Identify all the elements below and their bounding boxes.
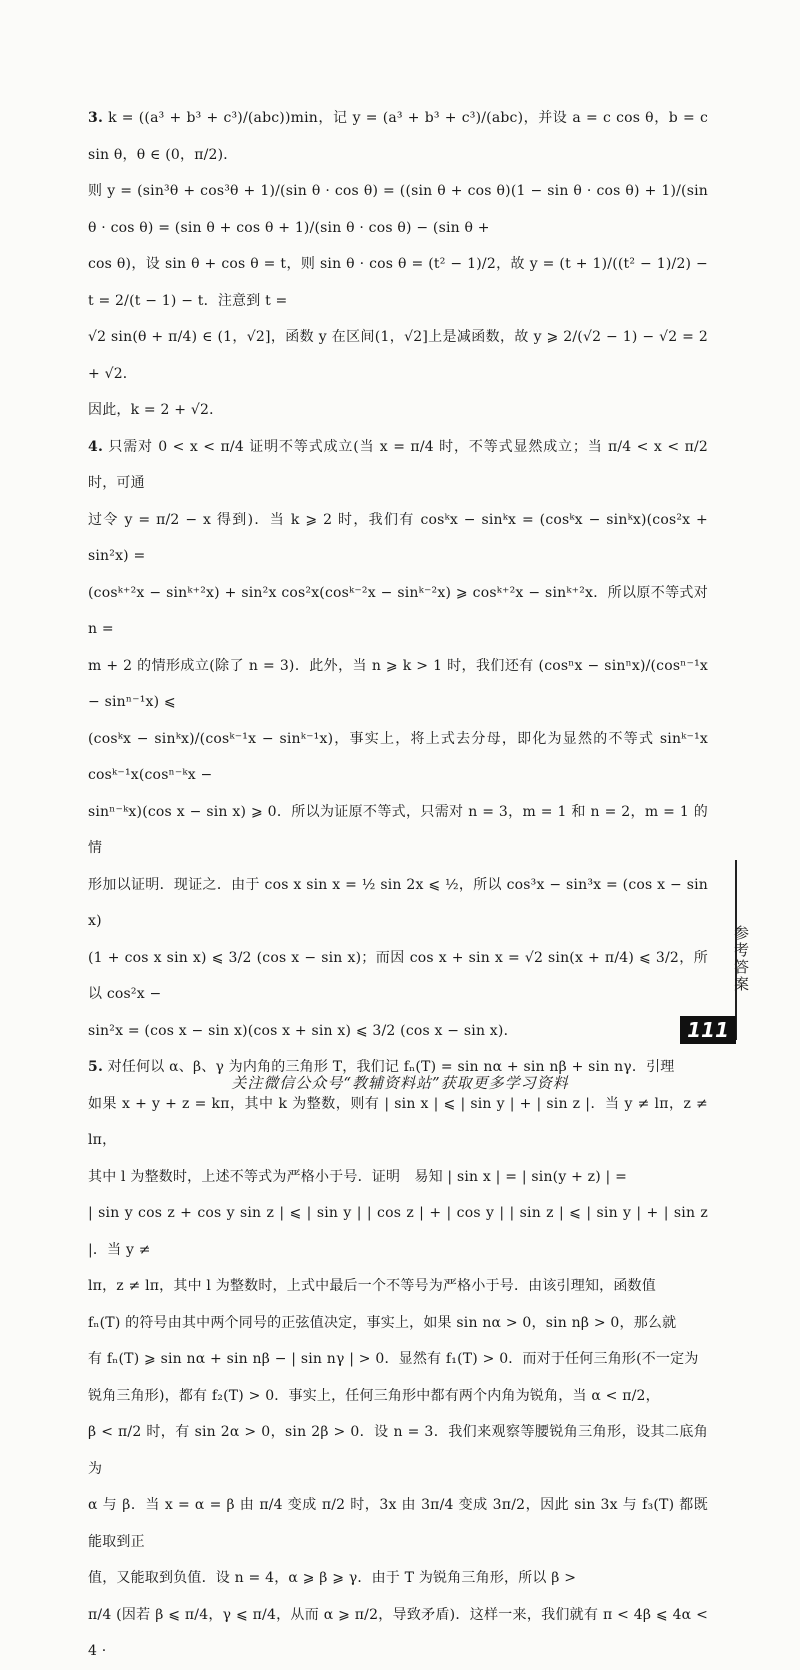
text-line: 形加以证明．现证之．由于 cos x sin x = ½ sin 2x ⩽ ½，所以 cos³x − sin³x = (cos x − sin x) — [88, 876, 708, 929]
text-line: α 与 β．当 x = α = β 由 π/4 变成 π/2 时，3x 由 3π/4 变成 3π/2，因此 sin 3x 与 f₃(T) 都既能取到正 — [88, 1497, 708, 1550]
text-line: π/4 (因若 β ⩽ π/4，γ ⩽ π/4，从而 α ⩾ π/2，导致矛盾)．这样一来，我们就有 π < 4β ⩽ 4α < 4 · — [88, 1606, 708, 1659]
solution-4 — [88, 429, 708, 1050]
text-line: (1 + cos x sin x) ⩽ 3/2 (cos x − sin x)；而因 cos x + sin x = √2 sin(x + π/4) ⩽ 3/2，所以 cos²x − — [88, 949, 708, 1002]
text-line: 锐角三角形)，都有 f₂(T) > 0．事实上，任何三角形中都有两个内角为锐角，当 α < π/2， — [88, 1387, 660, 1404]
text-line: k = ((a³ + b³ + c³)/(abc))min，记 y = (a³ + b³ + c³)/(abc)，并设 a = c cos θ，b = c sin θ，θ ∈ (0，π/2)． — [88, 110, 708, 163]
text-line: 因此，k = 2 + √2． — [88, 402, 224, 418]
page-number: 111 — [680, 1016, 736, 1044]
footer-note: 关注微信公众号“教辅资料站”获取更多学习资料 — [231, 1074, 569, 1092]
text-line: sinⁿ⁻ᵏx)(cos x − sin x) ⩾ 0．所以为证原不等式，只需对 n = 3，m = 1 和 n = 2，m = 1 的情 — [88, 803, 708, 856]
text-line: | sin y cos z + cos y sin z | ⩽ | sin y | | cos z | + | cos y | | sin z | ⩽ | sin y | + | sin z |．当 y ≠ — [88, 1205, 708, 1258]
text-line: 则 y = (sin³θ + cos³θ + 1)/(sin θ · cos θ) = ((sin θ + cos θ)(1 − sin θ · cos θ) + 1)/(sin θ · cos θ) = (sin θ + cos θ + 1)/(sin θ · cos θ) − (sin θ + — [88, 183, 708, 236]
text-line: 其中 l 为整数时，上述不等式为严格小于号．证明 易知 | sin x | = | sin(y + z) | = — [88, 1168, 628, 1185]
text-line: β < π/2 时，有 sin 2α > 0，sin 2β > 0．设 n = 3．我们来观察等腰锐角三角形，设其二底角为 — [88, 1424, 708, 1477]
text-line: cos θ)，设 sin θ + cos θ = t，则 sin θ · cos θ = (t² − 1)/2，故 y = (t + 1)/((t² − 1)/2) − t = 2/(t − 1) − t．注意到 t = — [88, 256, 708, 309]
text-line: fₙ(T) 的符号由其中两个同号的正弦值决定，事实上，如果 sin nα > 0，sin nβ > 0，那么就 — [88, 1314, 677, 1331]
text-line: lπ，z ≠ lπ，其中 l 为整数时，上式中最后一个不等号为严格小于号．由该引理知，函数值 — [88, 1278, 656, 1294]
text-line: 对任何以 α、β、γ 为内角的三角形 T，我们记 fₙ(T) = sin nα + sin nβ + sin nγ．引理 — [107, 1059, 675, 1075]
solution-5 — [88, 1049, 708, 1670]
text-line: m + 2 的情形成立(除了 n = 3)．此外，当 n ⩾ k > 1 时，我们还有 (cosⁿx − sinⁿx)/(cosⁿ⁻¹x − sinⁿ⁻¹x) ⩽ — [88, 657, 708, 710]
text-line: (cosᵏx − sinᵏx)/(cosᵏ⁻¹x − sinᵏ⁻¹x)，事实上，将上式去分母，即化为显然的不等式 sinᵏ⁻¹x cosᵏ⁻¹x(cosⁿ⁻ᵏx − — [88, 730, 708, 783]
text-line: 值，又能取到负值．设 n = 4，α ⩾ β ⩾ γ．由于 T 为锐角三角形，所以 β > — [88, 1570, 577, 1586]
text-line: √2 sin(θ + π/4) ∈ (1，√2]，函数 y 在区间(1，√2]上是减函数，故 y ⩾ 2/(√2 − 1) − √2 = 2 + √2． — [88, 329, 708, 382]
text-line: sin²x = (cos x − sin x)(cos x + sin x) ⩽ 3/2 (cos x − sin x)． — [88, 1022, 518, 1039]
item-number: 3. — [88, 110, 104, 126]
text-line: 如果 x + y + z = kπ，其中 k 为整数，则有 | sin x | ⩽ | sin y | + | sin z |．当 y ≠ lπ，z ≠ lπ， — [88, 1095, 708, 1148]
text-line: (cosᵏ⁺²x − sinᵏ⁺²x) + sin²x cos²x(cosᵏ⁻²x − sinᵏ⁻²x) ⩾ cosᵏ⁺²x − sinᵏ⁺²x．所以原不等式对 n = — [88, 584, 708, 637]
solution-3 — [88, 100, 708, 429]
text-line: 有 fₙ(T) ⩾ sin nα + sin nβ − | sin nγ | > 0．显然有 f₁(T) > 0．而对于任何三角形(不一定为 — [88, 1351, 699, 1367]
item-number: 5. — [88, 1059, 104, 1075]
section-tab: 参考答案 — [732, 925, 750, 993]
text-line: 只需对 0 < x < π/4 证明不等式成立(当 x = π/4 时，不等式显然成立；当 π/4 < x < π/2 时，可通 — [88, 438, 708, 491]
item-number: 4. — [88, 438, 104, 455]
text-line: 过令 y = π/2 − x 得到)．当 k ⩾ 2 时，我们有 cosᵏx − sinᵏx = (cosᵏx − sinᵏx)(cos²x + sin²x) = — [88, 511, 708, 564]
solution-text — [88, 100, 708, 1670]
